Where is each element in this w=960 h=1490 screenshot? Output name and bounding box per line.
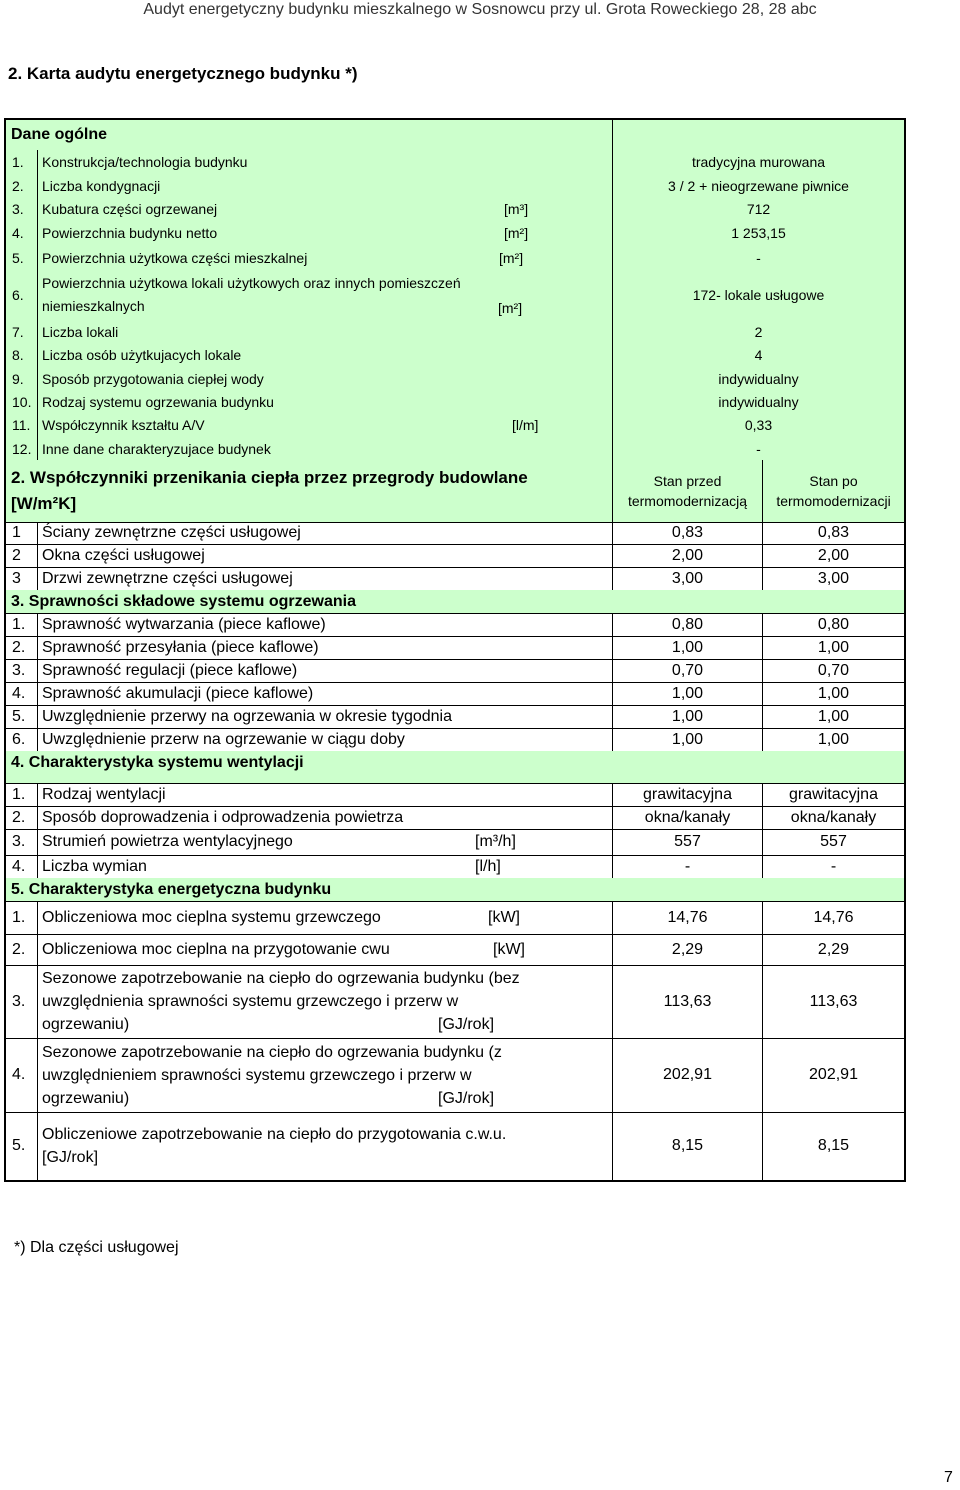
row-number: 1. xyxy=(6,613,38,636)
section4-heading: 4. Charakterystyka systemu wentylacji xyxy=(11,753,304,771)
row-number: 12. xyxy=(6,437,38,460)
value-after: 3,00 xyxy=(817,569,850,587)
value-after: 2,00 xyxy=(817,546,850,564)
value-after: 8,15 xyxy=(817,1137,850,1154)
row-value: - xyxy=(756,440,761,457)
column-header-line: Stan po xyxy=(809,473,858,489)
column-header-before xyxy=(613,460,763,522)
value-before: 1,00 xyxy=(613,728,763,751)
row-unit: [l/m] xyxy=(508,413,613,437)
row-number: 2. xyxy=(6,806,38,829)
row-unit: [GJ/rok] xyxy=(438,1016,495,1033)
value-after: 113,63 xyxy=(809,992,858,1010)
value-before: 1,00 xyxy=(613,682,763,705)
row-number: 1. xyxy=(6,901,38,934)
energy-row xyxy=(6,901,904,935)
row-label: Okna części usługowej xyxy=(38,544,613,567)
row-value: - xyxy=(756,249,761,266)
row-value: 4 xyxy=(754,347,763,363)
value-before: 8,15 xyxy=(613,1112,763,1180)
energy-row xyxy=(6,965,904,1039)
row-unit: [l/h] xyxy=(473,855,613,878)
value-after: 0,80 xyxy=(817,615,850,633)
energy-row xyxy=(6,934,904,966)
row-label: Inne dane charakteryzujace budynek xyxy=(38,437,613,460)
running-header: Audyt energetyczny budynku mieszkalnego w Sosnowcu przy ul. Grota Roweckiego 28, 28 abc xyxy=(143,1,817,18)
value-before: 0,80 xyxy=(613,613,763,636)
efficiency-row xyxy=(6,728,904,752)
row-number: 9. xyxy=(6,367,38,390)
efficiency-row xyxy=(6,705,904,729)
value-after: 557 xyxy=(820,833,847,850)
section3-heading-row xyxy=(6,590,904,614)
row-number: 2. xyxy=(6,174,38,197)
row-label xyxy=(38,1038,613,1112)
ventilation-row xyxy=(6,855,904,879)
energy-row xyxy=(6,1038,904,1113)
value-after: grawitacyjna xyxy=(789,785,878,803)
row-label: Powierzchnia użytkowa części mieszkalnej xyxy=(42,249,308,266)
row-label-line: niemieszkalnych xyxy=(42,298,145,314)
value-after: 0,83 xyxy=(817,524,850,541)
general-row xyxy=(6,221,904,246)
row-label: Sprawność przesyłania (piece kaflowe) xyxy=(38,636,613,659)
column-header-after xyxy=(763,460,904,522)
row-number: 4. xyxy=(6,682,38,705)
row-unit: [m³] xyxy=(498,197,613,221)
row-label: Rodzaj systemu ogrzewania budynku xyxy=(38,390,613,413)
row-label: Konstrukcja/technologia budynku xyxy=(38,150,613,174)
row-value: 712 xyxy=(746,201,771,217)
row-label: Liczba kondygnacji xyxy=(38,174,613,197)
row-label: Uwzględnienie przerw na ogrzewanie w ciągu doby xyxy=(38,728,613,751)
row-value: tradycyjna murowana xyxy=(691,154,826,170)
efficiency-row xyxy=(6,659,904,683)
coefficient-row xyxy=(6,544,904,568)
coefficient-row xyxy=(6,567,904,591)
row-number: 7. xyxy=(6,320,38,343)
row-label-line: [GJ/rok] xyxy=(42,1149,99,1166)
row-number: 3. xyxy=(6,965,38,1038)
row-label-line: Sezonowe zapotrzebowanie na ciepło do ogrzewania budynku (z xyxy=(42,1043,502,1061)
row-number: 1. xyxy=(6,783,38,806)
row-label: Uwzględnienie przerwy na ogrzewania w okresie tygodnia xyxy=(38,705,613,728)
general-row xyxy=(6,437,904,461)
value-before: 1,00 xyxy=(613,636,763,659)
value-before: okna/kanały xyxy=(613,806,763,829)
value-after: 1,00 xyxy=(817,707,850,725)
row-value: 172- lokale usługowe xyxy=(692,287,825,303)
row-value: 1 253,15 xyxy=(731,225,786,241)
row-number: 8. xyxy=(6,343,38,367)
row-label-line xyxy=(42,1087,612,1110)
value-before: 113,63 xyxy=(613,965,763,1038)
row-label xyxy=(38,965,613,1038)
row-number: 6. xyxy=(6,270,38,320)
value-before: 3,00 xyxy=(613,567,763,590)
general-row xyxy=(6,197,904,222)
row-number: 2. xyxy=(6,934,38,965)
value-before: 1,00 xyxy=(613,705,763,728)
row-label: Rodzaj wentylacji xyxy=(38,783,613,806)
general-row xyxy=(6,390,904,414)
ventilation-row xyxy=(6,783,904,807)
row-number: 4. xyxy=(6,221,38,245)
coefficient-row xyxy=(6,522,904,545)
row-number: 3. xyxy=(6,659,38,682)
row-number: 3. xyxy=(6,829,38,855)
row-label-text: ogrzewaniu) xyxy=(42,1089,130,1107)
row-label-line: Sezonowe zapotrzebowanie na ciepło do ogrzewania budynku (bez xyxy=(42,970,520,987)
column-header-line: termomodernizacji xyxy=(776,493,891,509)
general-row xyxy=(6,413,904,438)
value-before: 2,29 xyxy=(613,934,763,965)
general-row xyxy=(6,367,904,391)
column-header-line: termomodernizacją xyxy=(627,493,748,509)
row-label: Ściany zewnętrzne części usługowej xyxy=(38,522,613,544)
row-label-text: ogrzewaniu) xyxy=(42,1016,130,1033)
row-number: 2. xyxy=(6,636,38,659)
ventilation-row xyxy=(6,806,904,830)
value-after: 1,00 xyxy=(817,730,850,748)
value-after: 1,00 xyxy=(817,638,850,656)
row-number: 5. xyxy=(6,245,38,270)
section2-heading xyxy=(6,460,613,522)
row-label: Sprawność regulacji (piece kaflowe) xyxy=(38,659,613,682)
row-value: 3 / 2 + nieogrzewane piwnice xyxy=(668,177,849,194)
row-label: Obliczeniowa moc cieplna systemu grzewczego xyxy=(42,908,381,926)
row-number: 1 xyxy=(6,522,38,544)
section2-heading-line: 2. Współczynniki przenikania ciepła przez przegrody budowlane xyxy=(11,468,528,487)
general-row xyxy=(6,320,904,344)
row-unit: [kW] xyxy=(488,901,613,934)
row-number: 10. xyxy=(6,390,38,413)
value-before: 2,00 xyxy=(613,544,763,567)
row-number: 3 xyxy=(6,567,38,590)
ventilation-row xyxy=(6,829,904,856)
page-number: 7 xyxy=(944,1469,953,1486)
row-label-line: Obliczeniowe zapotrzebowanie na ciepło do przygotowania c.w.u. xyxy=(42,1126,507,1143)
row-label: Liczba lokali xyxy=(38,320,613,343)
general-row xyxy=(6,245,904,271)
value-before: - xyxy=(613,855,763,878)
row-label: Współczynnik kształtu A/V xyxy=(42,417,205,433)
row-label: Sposób doprowadzenia i odprowadzenia powietrza xyxy=(38,806,613,829)
row-label: Drzwi zewnętrzne części usługowej xyxy=(38,567,613,590)
row-label: Strumień powietrza wentylacyjnego xyxy=(42,833,293,850)
value-before: 557 xyxy=(613,829,763,855)
section5-heading-row xyxy=(6,878,904,902)
value-before: 202,91 xyxy=(613,1038,763,1112)
row-label: Powierzchnia budynku netto xyxy=(42,225,218,241)
value-after: 1,00 xyxy=(817,684,850,702)
row-label-line: uwzględnienia sprawności systemu grzewczego i przerw w xyxy=(42,993,459,1010)
row-unit: [m³/h] xyxy=(473,829,613,855)
row-label xyxy=(38,1112,613,1180)
section4-heading-row xyxy=(6,751,904,775)
row-number: 2 xyxy=(6,544,38,567)
footnote: *) Dla części usługowej xyxy=(14,1239,179,1256)
value-after: - xyxy=(830,857,837,875)
row-label-line: Powierzchnia użytkowa lokali użytkowych oraz innych pomieszczeń xyxy=(42,275,461,291)
section2-heading-unit: [W/m²K] xyxy=(11,494,77,513)
general-row xyxy=(6,270,904,321)
value-before: grawitacyjna xyxy=(613,783,763,806)
row-number: 5. xyxy=(6,705,38,728)
section3-heading: 3. Sprawności składowe systemu ogrzewania xyxy=(11,592,357,610)
row-label: Sposób przygotowania ciepłej wody xyxy=(38,367,613,390)
section2-heading-row xyxy=(6,460,904,523)
row-label: Sprawność akumulacji (piece kaflowe) xyxy=(38,682,613,705)
row-label-line xyxy=(42,1013,612,1036)
row-unit: [m²] xyxy=(498,270,613,320)
row-number: 1. xyxy=(6,150,38,174)
value-before: 0,83 xyxy=(613,522,763,544)
row-label xyxy=(38,270,498,320)
row-label: Liczba osób użytkujacych lokale xyxy=(38,343,613,367)
row-label-line: uwzględnieniem sprawności systemu grzewczego i przerw w xyxy=(42,1066,472,1084)
row-number: 3. xyxy=(6,197,38,221)
row-value: 0,33 xyxy=(744,417,773,433)
row-label: Liczba wymian xyxy=(42,857,147,875)
row-number: 4. xyxy=(6,1038,38,1112)
value-after: 2,29 xyxy=(817,940,850,958)
row-value: indywidualny xyxy=(718,393,799,410)
row-label: Kubatura części ogrzewanej xyxy=(42,201,218,217)
efficiency-row xyxy=(6,636,904,660)
row-value: indywidualny xyxy=(718,370,799,387)
column-header-line: Stan przed xyxy=(653,473,722,489)
row-unit: [m²] xyxy=(498,221,613,245)
value-after: 14,76 xyxy=(813,908,854,926)
row-value: 2 xyxy=(754,323,763,340)
general-row xyxy=(6,174,904,198)
row-number: 6. xyxy=(6,728,38,751)
row-unit: [GJ/rok] xyxy=(438,1089,495,1107)
row-label: Sprawność wytwarzania (piece kaflowe) xyxy=(38,613,613,636)
section5-heading: 5. Charakterystyka energetyczna budynku xyxy=(11,880,332,898)
section1-heading-row xyxy=(6,120,904,151)
value-after: 202,91 xyxy=(809,1066,858,1083)
page-title: 2. Karta audytu energetycznego budynku *) xyxy=(8,64,358,83)
value-before: 0,70 xyxy=(613,659,763,682)
general-row xyxy=(6,343,904,368)
section1-heading: Dane ogólne xyxy=(6,120,613,150)
efficiency-row xyxy=(6,682,904,706)
value-after: okna/kanały xyxy=(790,808,877,826)
value-after: 0,70 xyxy=(817,661,850,679)
energy-row xyxy=(6,1112,904,1180)
value-before: 14,76 xyxy=(613,901,763,934)
general-row xyxy=(6,150,904,175)
audit-card xyxy=(4,118,906,1182)
row-unit: [m²] xyxy=(493,245,613,270)
row-label: Obliczeniowa moc cieplna na przygotowanie cwu xyxy=(42,940,390,958)
efficiency-row xyxy=(6,613,904,637)
row-number: 5. xyxy=(6,1112,38,1180)
row-unit: [kW] xyxy=(493,934,613,965)
row-number: 11. xyxy=(6,413,38,437)
row-number: 4. xyxy=(6,855,38,878)
